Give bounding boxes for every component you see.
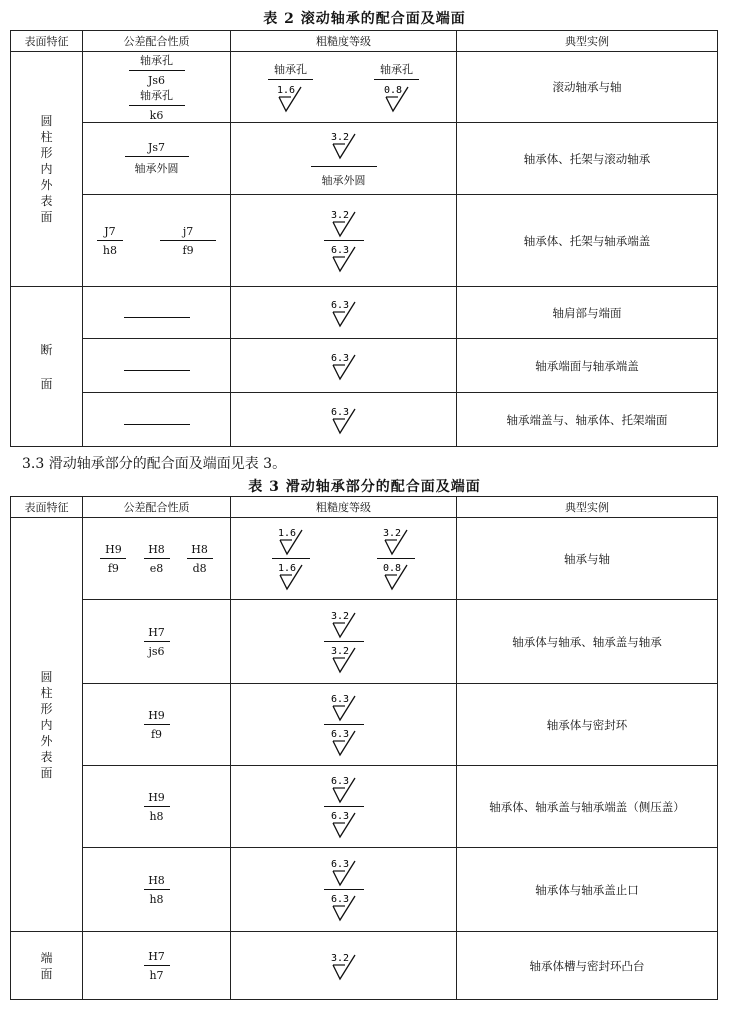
roughness-symbol-icon [324,609,364,639]
surface-feature-cell [11,52,83,287]
example-cell: 轴承端盖与、轴承体、托架端面 [457,393,718,447]
fit-numerator: H9 [100,543,126,559]
roughness-value: 6.3 [330,245,349,256]
fit-fraction [144,950,170,982]
roughness-stack [271,526,311,591]
roughness-fraction-bar [324,889,364,890]
fit-numerator: 轴承孔 [129,87,185,106]
roughness-symbol-icon [324,692,364,722]
roughness-stack [376,526,416,591]
example-cell: 轴承与轴 [457,518,718,600]
roughness-symbol-icon [324,243,364,273]
table-row [11,287,718,339]
roughness-symbol-graphic [324,298,364,328]
fit-blank-line [124,317,190,318]
roughness-cell [231,52,457,123]
roughness-value: 6.3 [330,406,349,418]
roughness-value: 3.2 [330,952,349,964]
table-row [11,393,718,447]
roughness-symbol-graphic [324,405,364,435]
surface-feature-cell [11,287,83,447]
header-cell: 公差配合性质 [83,497,231,518]
fit-denominator: k6 [149,109,164,122]
header-cell: 表面特征 [11,497,83,518]
roughness-symbol-icon [324,774,364,804]
roughness-symbol-graphic [324,809,364,839]
surface-feature-label: 面 [40,376,53,391]
example-cell: 轴承体与轴承盖止口 [457,848,718,932]
roughness-stack [324,692,364,757]
roughness-symbol-icon [324,809,364,839]
roughness-symbol-graphic [324,208,364,238]
roughness-cell [231,932,457,1000]
fit-denominator: js6 [148,644,165,658]
fit-cell [83,287,231,339]
fit-numerator: 轴承孔 [129,52,185,71]
roughness-cell [231,766,457,848]
roughness-symbol-icon [271,561,311,591]
fit-numerator: Js7 [125,141,189,157]
header-cell: 粗糙度等级 [231,497,457,518]
roughness-symbol-icon [324,298,364,328]
roughness-symbol-graphic [324,243,364,273]
table2-caption: 表 2 滚动轴承的配合面及端面 [263,11,466,27]
roughness-group [374,61,419,113]
table-row [11,766,718,848]
table3 [10,496,718,1000]
roughness-symbol-icon [324,951,364,981]
fit-cell [83,393,231,447]
roughness-cell [231,518,457,600]
roughness-symbol-graphic [376,526,416,556]
roughness-symbol-graphic [324,892,364,922]
fit-cell [83,684,231,766]
roughness-value: 1.6 [277,85,296,96]
roughness-value: 6.3 [330,694,349,705]
table-row [11,52,718,123]
roughness-cell [231,848,457,932]
roughness-value: 3.2 [383,528,402,539]
fit-cell [83,195,231,287]
fit-cell [83,518,231,600]
fit-denominator: h7 [149,968,164,982]
roughness-symbol-icon [324,351,364,381]
roughness-stack [324,351,364,381]
roughness-fraction-bar [272,558,310,559]
fit-denominator: f9 [107,561,119,575]
example-cell: 轴承体、轴承盖与轴承端盖（侧压盖） [457,766,718,848]
roughness-stack [324,609,364,674]
fit-fraction [144,874,170,906]
roughness-symbol-graphic [271,526,311,556]
roughness-value: 0.8 [383,563,402,574]
example-cell: 轴承体、托架与滚动轴承 [457,123,718,195]
table-row [11,123,718,195]
roughness-symbol-icon [377,83,417,113]
fit-numerator: H8 [144,874,170,890]
fit-numerator: j7 [160,225,216,241]
fit-fraction [144,791,170,823]
roughness-cell [231,684,457,766]
table-row [11,339,718,393]
roughness-value: 3.2 [330,131,349,143]
roughness-symbol-graphic [324,857,364,887]
roughness-stack [324,857,364,922]
fit-numerator: J7 [97,225,123,241]
fit-denominator: h8 [149,809,164,823]
fit-cell [83,600,231,684]
surface-feature-cell [11,518,83,932]
roughness-fraction-bar [324,806,364,807]
surface-feature-label: 断 [40,342,53,357]
roughness-symbol-graphic [324,609,364,639]
table-row [11,195,718,287]
header-cell: 表面特征 [11,31,83,52]
fit-fraction [144,543,170,575]
header-cell: 公差配合性质 [83,31,231,52]
fit-cell [83,932,231,1000]
example-cell: 轴承体与轴承、轴承盖与轴承 [457,600,718,684]
roughness-fraction-bar [377,558,415,559]
surface-feature-label: 圆柱形内外表面 [40,114,53,224]
roughness-symbol-icon [324,405,364,435]
surface-feature-label: 端面 [40,950,53,981]
fit-fraction [100,543,126,575]
roughness-symbol-icon [324,857,364,887]
fit-denominator: Js6 [147,74,166,87]
roughness-stack [324,951,364,981]
roughness-fraction-bar [311,166,377,167]
roughness-value: 6.3 [330,776,349,787]
roughness-stack [311,130,377,188]
roughness-value: 3.2 [330,646,349,657]
roughness-stack [324,405,364,435]
fit-numerator: H9 [144,791,170,807]
roughness-symbol-graphic [324,951,364,981]
header-cell: 粗糙度等级 [231,31,457,52]
roughness-symbol-graphic [270,83,310,113]
roughness-symbol-graphic [324,774,364,804]
roughness-cell [231,339,457,393]
roughness-value: 3.2 [330,210,349,221]
roughness-value: 6.3 [330,811,349,822]
roughness-symbol-icon [324,727,364,757]
roughness-symbol-graphic [324,727,364,757]
roughness-symbol-graphic [324,644,364,674]
roughness-symbol-icon [376,561,416,591]
roughness-symbol-icon [270,83,310,113]
fit-denominator: 轴承外圆 [134,162,179,175]
example-cell: 滚动轴承与轴 [457,52,718,123]
roughness-value: 6.3 [330,859,349,870]
roughness-fraction-bar [324,641,364,642]
fit-fraction [160,225,216,257]
table2 [10,30,718,447]
roughness-symbol-graphic [271,561,311,591]
roughness-value: 6.3 [330,352,349,364]
fit-blank-line [124,370,190,371]
surface-feature-cell [11,932,83,1000]
roughness-denominator: 轴承外圆 [321,173,366,187]
roughness-symbol-icon [324,892,364,922]
roughness-value: 1.6 [277,528,296,539]
roughness-cell [231,123,457,195]
fit-cell [83,52,231,123]
fit-cell [83,339,231,393]
header-cell: 典型实例 [457,497,718,518]
fit-numerator: H9 [144,709,170,725]
roughness-cell [231,195,457,287]
roughness-label: 轴承孔 [268,61,313,80]
roughness-stack [324,298,364,328]
fit-denominator: f9 [150,727,163,741]
fit-denominator: h8 [149,892,164,906]
table-row [11,932,718,1000]
table-row [11,600,718,684]
roughness-symbol-icon [271,526,311,556]
roughness-stack [324,774,364,839]
table3-caption: 表 3 滑动轴承部分的配合面及端面 [248,479,481,495]
roughness-cell [231,393,457,447]
surface-feature-label: 圆柱形内外表面 [40,669,53,780]
fit-fraction [144,709,170,741]
fit-fraction [125,141,189,176]
table-row [11,518,718,600]
fit-numerator: H7 [144,626,170,642]
roughness-symbol-icon [376,526,416,556]
example-cell: 轴承体、托架与轴承端盖 [457,195,718,287]
roughness-fraction-bar [324,240,364,241]
roughness-symbol-graphic [376,561,416,591]
fit-fraction [129,87,185,122]
roughness-symbol-graphic [377,83,417,113]
roughness-symbol-icon [324,130,364,160]
fit-fraction [187,543,213,575]
roughness-symbol-icon [324,644,364,674]
roughness-symbol-icon [324,208,364,238]
header-cell: 典型实例 [457,31,718,52]
roughness-symbol-graphic [324,130,364,160]
fit-cell [83,848,231,932]
fit-numerator: H7 [144,950,170,966]
roughness-fraction-bar [324,724,364,725]
table3-header-row [11,497,718,518]
roughness-symbol-graphic [324,351,364,381]
roughness-value: 6.3 [330,729,349,740]
table-row [11,848,718,932]
table-row [11,684,718,766]
fit-numerator: H8 [144,543,170,559]
roughness-value: 3.2 [330,611,349,622]
roughness-cell [231,600,457,684]
roughness-stack [324,208,364,273]
roughness-value: 6.3 [330,299,349,311]
roughness-label: 轴承孔 [374,61,419,80]
fit-denominator: d8 [192,561,207,575]
fit-cell [83,123,231,195]
roughness-cell [231,287,457,339]
section-paragraph: 3.3 滑动轴承部分的配合面及端面见表 3。 [22,456,287,472]
fit-denominator: e8 [149,561,164,575]
fit-fraction [97,225,123,257]
roughness-value: 0.8 [383,85,402,96]
fit-fraction [129,52,185,87]
table2-header-row [11,31,718,52]
fit-fraction [144,626,170,658]
example-cell: 轴承体与密封环 [457,684,718,766]
roughness-group [268,61,313,113]
fit-numerator: H8 [187,543,213,559]
fit-blank-line [124,424,190,425]
roughness-value: 6.3 [330,894,349,905]
roughness-symbol-graphic [324,692,364,722]
fit-denominator: h8 [102,243,117,257]
fit-denominator: f9 [182,243,194,257]
example-cell: 轴承端面与轴承端盖 [457,339,718,393]
example-cell: 轴承体槽与密封环凸台 [457,932,718,1000]
example-cell: 轴肩部与端面 [457,287,718,339]
fit-cell [83,766,231,848]
roughness-value: 1.6 [277,563,296,574]
